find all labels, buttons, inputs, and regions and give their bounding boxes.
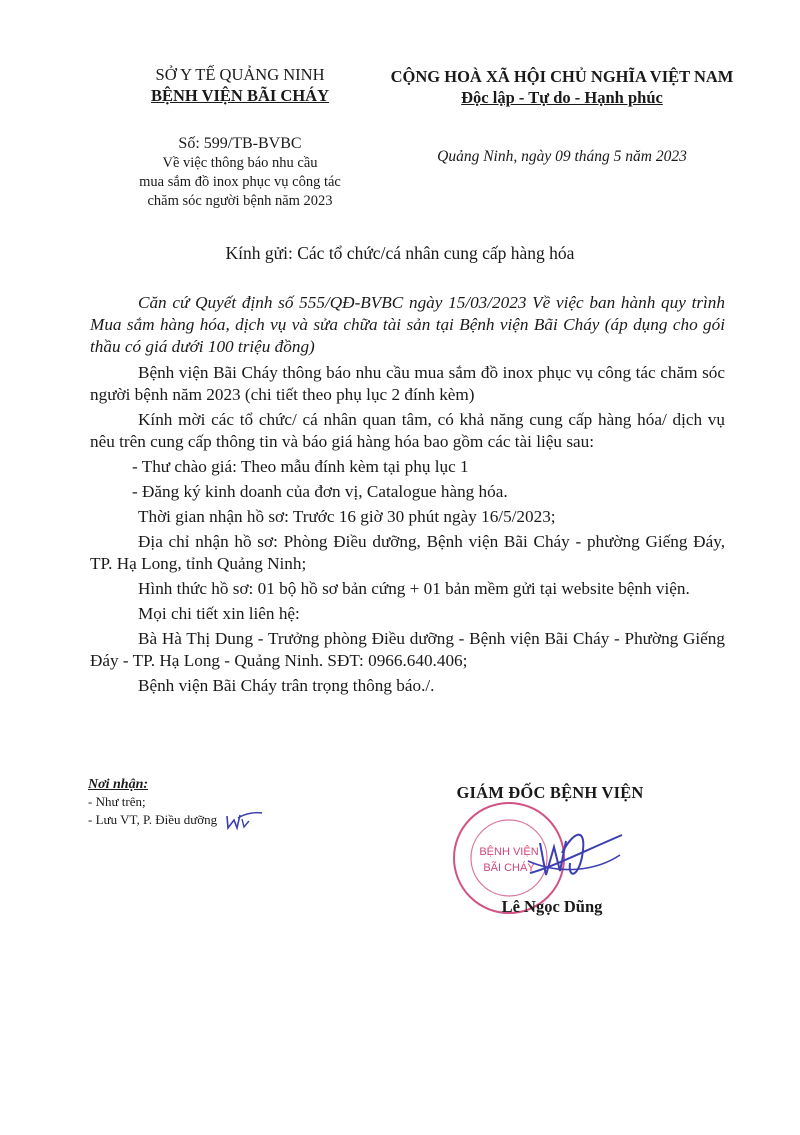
contact-paragraph: Bà Hà Thị Dung - Trưởng phòng Điều dưỡng - Bệnh viện Bãi Cháy - Phường Giếng Đáy - TP. Hạ Long - Quảng Ninh. SĐT: 0966.640.406;: [90, 629, 725, 670]
receiver-item-1: - Như trên;: [88, 794, 146, 809]
hospital-name-text: BỆNH VIỆN BÃI CHÁY: [150, 86, 330, 105]
subject-line-2: mua sắm đồ inox phục vụ công tác: [139, 174, 341, 190]
document-body: [90, 292, 725, 700]
department-name: SỞ Y TẾ QUẢNG NINH: [155, 65, 325, 84]
seal-text-line-2: BÃI CHÁY: [483, 862, 535, 874]
requirement-item-2: - Đăng ký kinh doanh của đơn vị, Catalogue hàng hóa.: [132, 482, 508, 501]
national-header-block: [372, 66, 752, 166]
invitation-paragraph: Kính mời các tổ chức/ cá nhân quan tâm, có khả năng cung cấp hàng hóa/ dịch vụ nêu trên cung cấp thông tin và báo giá hàng hóa bao gồm các tài liệu sau:: [90, 410, 725, 451]
contact-intro-paragraph: Mọi chi tiết xin liên hệ:: [138, 604, 300, 623]
format-paragraph: Hình thức hồ sơ: 01 bộ hồ sơ bản cứng + 01 bản mềm gửi tại website bệnh viện.: [138, 579, 690, 598]
document-number: Số: 599/TB-BVBC: [178, 135, 302, 152]
receivers-block: [88, 776, 388, 832]
seal-text-line-1: BỆNH VIỆN: [479, 846, 539, 858]
hospital-name: [100, 85, 380, 106]
subject-line-1: Về việc thông báo nhu cầu: [162, 155, 318, 171]
announcement-paragraph: Bệnh viện Bãi Cháy thông báo nhu cầu mua sắm đồ inox phục vụ công tác chăm sóc người bệnh năm 2023 (chi tiết theo phụ lục 2 đính kèm): [90, 363, 725, 404]
initials-mark-icon: [224, 810, 264, 832]
receivers-title: Nơi nhận:: [88, 777, 149, 792]
signer-name: Lê Ngọc Dũng: [501, 897, 603, 916]
handwritten-signature-icon: [510, 813, 630, 893]
subject-line-3: chăm sóc người bệnh năm 2023: [147, 193, 333, 209]
receiver-item-2-text: - Lưu VT, P. Điều dưỡng: [88, 811, 218, 827]
recipient-line: Kính gửi: Các tổ chức/cá nhân cung cấp hàng hóa: [225, 243, 575, 263]
issuing-authority-block: [100, 64, 380, 211]
signature-block: [420, 783, 680, 916]
signer-title: GIÁM ĐỐC BỆNH VIỆN: [456, 783, 644, 802]
national-motto: [372, 87, 752, 108]
requirement-item-1: - Thư chào giá: Theo mẫu đính kèm tại phụ lục 1: [132, 457, 469, 476]
country-name: CỘNG HOÀ XÃ HỘI CHỦ NGHĨA VIỆT NAM: [390, 67, 734, 86]
deadline-paragraph: Thời gian nhận hồ sơ: Trước 16 giờ 30 phút ngày 16/5/2023;: [138, 507, 556, 526]
closing-paragraph: Bệnh viện Bãi Cháy trân trọng thông báo./.: [138, 676, 435, 695]
legal-basis-paragraph: Căn cứ Quyết định số 555/QĐ-BVBC ngày 15/03/2023 Về việc ban hành quy trình Mua sắm hàng hóa, dịch vụ và sửa chữa tài sản tại Bệnh viện Bãi Cháy (áp dụng cho gói thầu có giá dưới 100 triệu đồng): [90, 293, 725, 356]
issue-date: Quảng Ninh, ngày 09 tháng 5 năm 2023: [437, 148, 687, 165]
address-paragraph: Địa chỉ nhận hồ sơ: Phòng Điều dưỡng, Bệnh viện Bãi Cháy - phường Giếng Đáy, TP. Hạ Long, tỉnh Quảng Ninh;: [90, 532, 725, 573]
receiver-item-2: [88, 810, 388, 832]
national-motto-text: Độc lập - Tự do - Hạnh phúc: [461, 88, 663, 107]
